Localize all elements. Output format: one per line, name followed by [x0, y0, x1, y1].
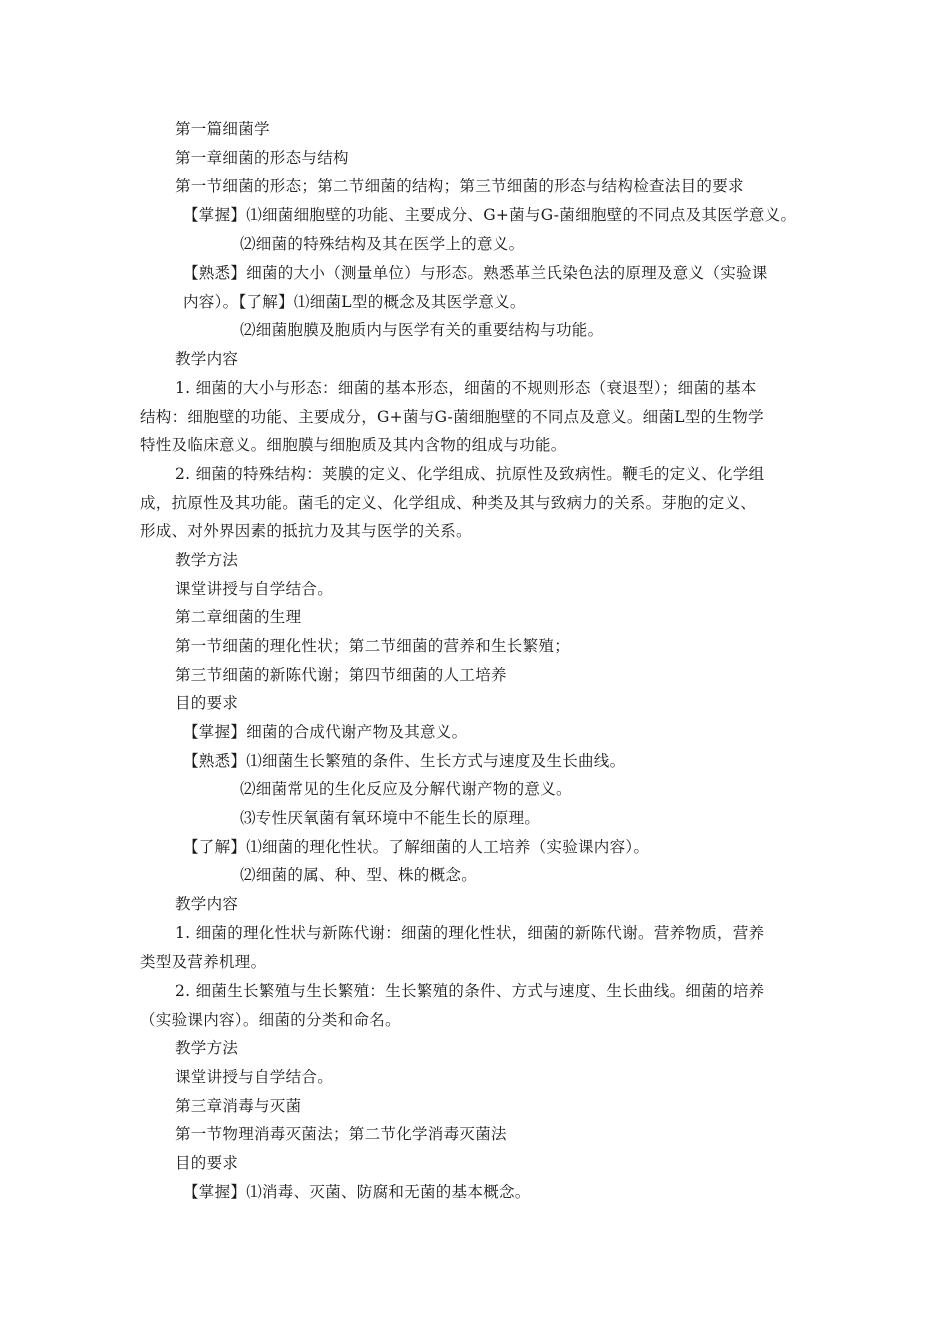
- ch2-content-1-line-2: 类型及营养机理。: [140, 953, 267, 971]
- chapter-2-sections-2: 第三节细菌的新陈代谢；第四节细菌的人工培养: [175, 666, 507, 684]
- ch1-content-2-line-1: 2. 细菌的特殊结构：荚膜的定义、化学组成、抗原性及致病性。鞭毛的定义、化学组: [175, 465, 765, 483]
- ch2-content-1-line-1: 1. 细菌的理化性状与新陈代谢：细菌的理化性状，细菌的新陈代谢。营养物质，营养: [175, 924, 765, 942]
- ch1-teaching-content-heading: 教学内容: [175, 350, 239, 368]
- ch2-familiar-item-2: ⑵细菌常见的生化反应及分解代谢产物的意义。: [240, 780, 572, 798]
- chapter-1-sections: 第一节细菌的形态；第二节细菌的结构；第三节细菌的形态与结构检查法目的要求: [175, 177, 744, 195]
- ch2-familiar-item-3: ⑶专性厌氧菌有氧环境中不能生长的原理。: [240, 809, 541, 827]
- ch1-teaching-method-heading: 教学方法: [175, 551, 239, 569]
- ch2-objectives-heading: 目的要求: [175, 694, 239, 712]
- ch1-content-1-line-1: 1. 细菌的大小与形态：细菌的基本形态，细菌的不规则形态（衰退型）；细菌的基本: [175, 379, 757, 397]
- ch2-understand-item-2: ⑵细菌的属、种、型、株的概念。: [240, 866, 478, 884]
- ch1-familiar-line-2: 内容）。【了解】⑴细菌L型的概念及其医学意义。: [183, 293, 526, 311]
- ch1-master-item-2: ⑵细菌的特殊结构及其在医学上的意义。: [240, 235, 525, 253]
- ch3-master-item-1: 【掌握】⑴消毒、灭菌、防腐和无菌的基本概念。: [183, 1183, 531, 1201]
- part-title: 第一篇细菌学: [175, 120, 270, 138]
- ch2-teaching-method-heading: 教学方法: [175, 1039, 239, 1057]
- chapter-2-sections-1: 第一节细菌的理化性状；第二节细菌的营养和生长繁殖；: [175, 637, 571, 655]
- ch3-objectives-heading: 目的要求: [175, 1154, 239, 1172]
- ch2-familiar-item-1: 【熟悉】⑴细菌生长繁殖的条件、生长方式与速度及生长曲线。: [183, 752, 626, 770]
- chapter-3-sections: 第一节物理消毒灭菌法；第二节化学消毒灭菌法: [175, 1125, 507, 1143]
- ch1-content-2-line-3: 形成、对外界因素的抵抗力及其与医学的关系。: [140, 522, 472, 540]
- chapter-2-title: 第二章细菌的生理: [175, 608, 302, 626]
- ch1-master-item-1: 【掌握】⑴细菌细胞壁的功能、主要成分、G+菌与G-菌细胞壁的不同点及其医学意义。: [183, 206, 797, 224]
- ch2-content-2-line-2: （实验课内容）。细菌的分类和命名。: [140, 1011, 401, 1029]
- ch2-teaching-content-heading: 教学内容: [175, 895, 239, 913]
- ch1-content-2-line-2: 成，抗原性及其功能。菌毛的定义、化学组成、种类及其与致病力的关系。芽胞的定义、: [140, 494, 757, 512]
- ch2-master-item: 【掌握】细菌的合成代谢产物及其意义。: [183, 723, 468, 741]
- ch1-teaching-method: 课堂讲授与自学结合。: [175, 580, 334, 598]
- ch1-content-1-line-2: 结构：细胞壁的功能、主要成分，G+菌与G-菌细胞壁的不同点及意义。细菌L型的生物学: [140, 408, 764, 426]
- chapter-3-title: 第三章消毒与灭菌: [175, 1097, 302, 1115]
- chapter-1-title: 第一章细菌的形态与结构: [175, 149, 349, 167]
- ch2-understand-item-1: 【了解】⑴细菌的理化性状。了解细菌的人工培养（实验课内容）。: [183, 838, 650, 856]
- ch2-content-2-line-1: 2. 细菌生长繁殖与生长繁殖：生长繁殖的条件、方式与速度、生长曲线。细菌的培养: [175, 982, 765, 1000]
- ch1-content-1-line-3: 特性及临床意义。细胞膜与细胞质及其内含物的组成与功能。: [140, 436, 567, 454]
- ch1-understand-item-2: ⑵细菌胞膜及胞质内与医学有关的重要结构与功能。: [240, 321, 604, 339]
- ch1-familiar-line-1: 【熟悉】细菌的大小（测量单位）与形态。熟悉革兰氏染色法的原理及意义（实验课: [183, 264, 768, 282]
- ch2-teaching-method: 课堂讲授与自学结合。: [175, 1068, 334, 1086]
